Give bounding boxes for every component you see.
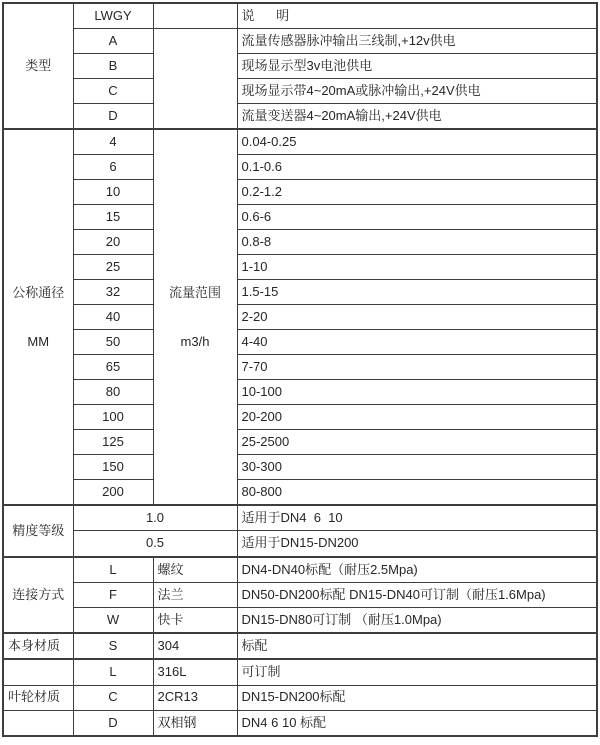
accuracy-desc-cell: 适用于DN15-DN200 xyxy=(237,531,597,557)
material-name-cell: 304 xyxy=(153,633,237,659)
range-cell: 0.1-0.6 xyxy=(237,155,597,180)
table-row xyxy=(3,79,597,104)
table-row xyxy=(3,280,597,305)
table-row xyxy=(3,255,597,280)
section-label-impeller-material: 叶轮材质 xyxy=(3,685,73,710)
table-row xyxy=(3,129,597,155)
dn-cell: 100 xyxy=(73,405,153,430)
material-name-cell: 316L xyxy=(153,659,237,685)
empty-cell xyxy=(153,3,237,29)
accuracy-grade-cell: 0.5 xyxy=(73,531,237,557)
type-desc-cell: 流量传感器脉冲输出三线制,+12v供电 xyxy=(237,29,597,54)
dn-cell: 40 xyxy=(73,305,153,330)
table-row xyxy=(3,230,597,255)
table-row xyxy=(3,430,597,455)
table-row xyxy=(3,531,597,557)
table-row xyxy=(3,180,597,205)
table-row xyxy=(3,710,597,736)
table-row xyxy=(3,633,597,659)
dn-cell: 10 xyxy=(73,180,153,205)
table-row xyxy=(3,455,597,480)
table-row xyxy=(3,659,597,685)
table-row xyxy=(3,104,597,130)
range-cell: 10-100 xyxy=(237,380,597,405)
dn-cell: 200 xyxy=(73,480,153,506)
dn-cell: 125 xyxy=(73,430,153,455)
dn-cell: 25 xyxy=(73,255,153,280)
range-cell: 1.5-15 xyxy=(237,280,597,305)
range-cell: 0.8-8 xyxy=(237,230,597,255)
table-row xyxy=(3,330,597,355)
range-cell: 4-40 xyxy=(237,330,597,355)
table-row xyxy=(3,205,597,230)
dn-cell: 6 xyxy=(73,155,153,180)
section-label-diameter: 公称通径 MM xyxy=(3,129,73,505)
table-row xyxy=(3,607,597,633)
table-row xyxy=(3,685,597,710)
table-row-header xyxy=(3,3,597,29)
accuracy-desc-cell: 适用于DN4 6 10 xyxy=(237,505,597,531)
dn-cell: 80 xyxy=(73,380,153,405)
range-cell: 0.6-6 xyxy=(237,205,597,230)
connection-code-cell: L xyxy=(73,557,153,583)
range-cell: 80-800 xyxy=(237,480,597,506)
dn-cell: 20 xyxy=(73,230,153,255)
material-code-cell: L xyxy=(73,659,153,685)
table-row xyxy=(3,405,597,430)
material-desc-cell: DN4 6 10 标配 xyxy=(237,710,597,736)
connection-desc-cell: DN4-DN40标配（耐压2.5Mpa) xyxy=(237,557,597,583)
connection-name-cell: 螺纹 xyxy=(153,557,237,583)
material-code-cell: S xyxy=(73,633,153,659)
material-name-cell: 双相钢 xyxy=(153,710,237,736)
dn-cell: 15 xyxy=(73,205,153,230)
material-code-cell: C xyxy=(73,685,153,710)
range-cell: 25-2500 xyxy=(237,430,597,455)
accuracy-grade-cell: 1.0 xyxy=(73,505,237,531)
table-row xyxy=(3,305,597,330)
material-desc-cell: 标配 xyxy=(237,633,597,659)
connection-code-cell: F xyxy=(73,582,153,607)
specification-table xyxy=(2,2,598,737)
type-code-cell: A xyxy=(73,29,153,54)
section-label-accuracy: 精度等级 xyxy=(3,505,73,556)
table-row xyxy=(3,557,597,583)
material-name-cell: 2CR13 xyxy=(153,685,237,710)
table-row xyxy=(3,29,597,54)
description-header-cell: 说 明 xyxy=(237,3,597,29)
table-row xyxy=(3,480,597,506)
impeller-label-cell xyxy=(3,710,73,736)
dn-cell: 4 xyxy=(73,129,153,155)
type-code-cell: D xyxy=(73,104,153,130)
dn-cell: 150 xyxy=(73,455,153,480)
section-label-type: 类型 xyxy=(3,3,73,129)
range-cell: 0.04-0.25 xyxy=(237,129,597,155)
model-code-cell: LWGY xyxy=(73,3,153,29)
range-cell: 7-70 xyxy=(237,355,597,380)
connection-name-cell: 法兰 xyxy=(153,582,237,607)
table-row xyxy=(3,380,597,405)
table-row xyxy=(3,54,597,79)
table-row xyxy=(3,505,597,531)
table-row xyxy=(3,582,597,607)
dn-cell: 50 xyxy=(73,330,153,355)
connection-desc-cell: DN15-DN80可订制 （耐压1.0Mpa) xyxy=(237,607,597,633)
impeller-label-cell xyxy=(3,659,73,685)
range-cell: 1-10 xyxy=(237,255,597,280)
type-code-cell: B xyxy=(73,54,153,79)
material-desc-cell: DN15-DN200标配 xyxy=(237,685,597,710)
connection-code-cell: W xyxy=(73,607,153,633)
connection-desc-cell: DN50-DN200标配 DN15-DN40可订制（耐压1.6Mpa) xyxy=(237,582,597,607)
type-desc-cell: 现场显示型3v电池供电 xyxy=(237,54,597,79)
material-code-cell: D xyxy=(73,710,153,736)
type-desc-cell: 现场显示带4~20mA或脉冲输出,+24V供电 xyxy=(237,79,597,104)
range-cell: 2-20 xyxy=(237,305,597,330)
section-label-connection: 连接方式 xyxy=(3,557,73,633)
flow-range-label: 流量范围 m3/h xyxy=(153,129,237,505)
connection-name-cell: 快卡 xyxy=(153,607,237,633)
type-code-cell: C xyxy=(73,79,153,104)
dn-cell: 32 xyxy=(73,280,153,305)
range-cell: 0.2-1.2 xyxy=(237,180,597,205)
empty-cell xyxy=(153,29,237,130)
material-desc-cell: 可订制 xyxy=(237,659,597,685)
table-row xyxy=(3,355,597,380)
range-cell: 20-200 xyxy=(237,405,597,430)
range-cell: 30-300 xyxy=(237,455,597,480)
dn-cell: 65 xyxy=(73,355,153,380)
type-desc-cell: 流量变送器4~20mA输出,+24V供电 xyxy=(237,104,597,130)
table-row xyxy=(3,155,597,180)
section-label-body-material: 本身材质 xyxy=(3,633,73,659)
